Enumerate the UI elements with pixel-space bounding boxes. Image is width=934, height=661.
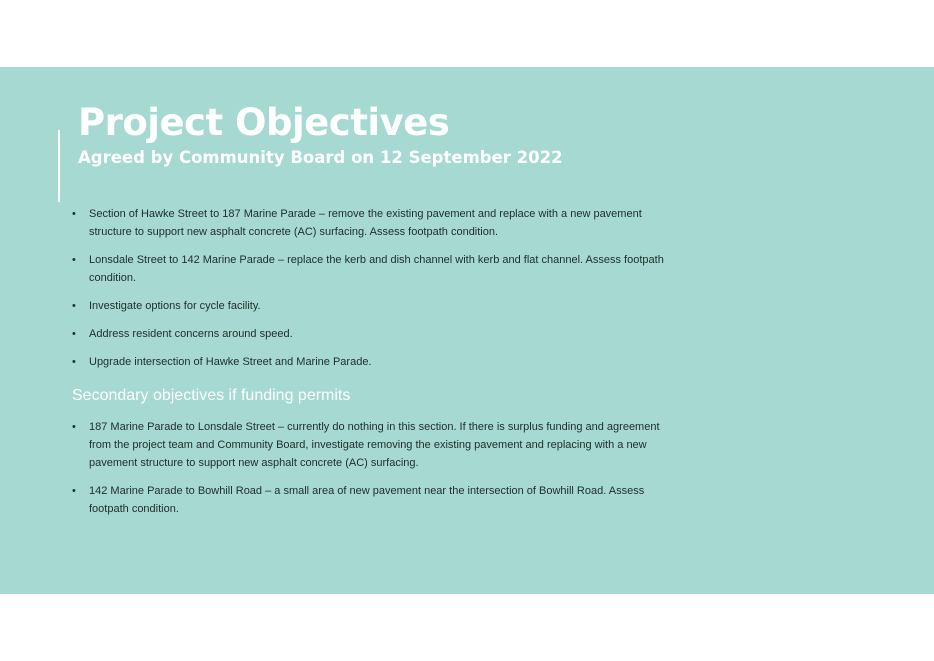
slide-subtitle: Agreed by Community Board on 12 September 2022 <box>78 148 563 167</box>
bullet-icon: • <box>72 300 76 312</box>
bullet-icon: • <box>72 328 76 340</box>
list-item <box>72 353 672 371</box>
secondary-objectives-list <box>72 418 672 528</box>
objective-text: 142 Marine Parade to Bowhill Road – a small area of new pavement near the intersection of Bowhill Road. Assess footpath condition. <box>89 485 645 515</box>
objective-text: Investigate options for cycle facility. <box>89 300 261 312</box>
list-item <box>72 297 672 315</box>
bullet-icon: • <box>72 254 76 266</box>
objective-text: Upgrade intersection of Hawke Street and Marine Parade. <box>89 356 372 368</box>
list-item <box>72 325 672 343</box>
secondary-objectives-heading: Secondary objectives if funding permits <box>72 387 351 404</box>
title-accent-bar <box>58 130 60 202</box>
list-item <box>72 482 672 518</box>
bullet-icon: • <box>72 485 76 497</box>
primary-objectives-list <box>72 205 672 381</box>
bullet-icon: • <box>72 208 76 220</box>
bullet-icon: • <box>72 421 76 433</box>
objective-text: 187 Marine Parade to Lonsdale Street – currently do nothing in this section. If there is surplus funding and agreement from the project team and Community Board, investigate removing the existing pavement and replacing with a new pavement structure to support new asphalt concrete (AC) surfacing. <box>89 421 660 469</box>
objective-text: Lonsdale Street to 142 Marine Parade – replace the kerb and dish channel with kerb and flat channel. Assess footpath condition. <box>89 254 664 284</box>
objective-text: Address resident concerns around speed. <box>89 328 293 340</box>
list-item <box>72 205 672 241</box>
slide <box>0 67 934 594</box>
list-item <box>72 251 672 287</box>
bullet-icon: • <box>72 356 76 368</box>
slide-title: Project Objectives <box>78 101 450 144</box>
list-item <box>72 418 672 472</box>
objective-text: Section of Hawke Street to 187 Marine Parade – remove the existing pavement and replace with a new pavement structure to support new asphalt concrete (AC) surfacing. Assess footpath condition. <box>89 208 642 238</box>
